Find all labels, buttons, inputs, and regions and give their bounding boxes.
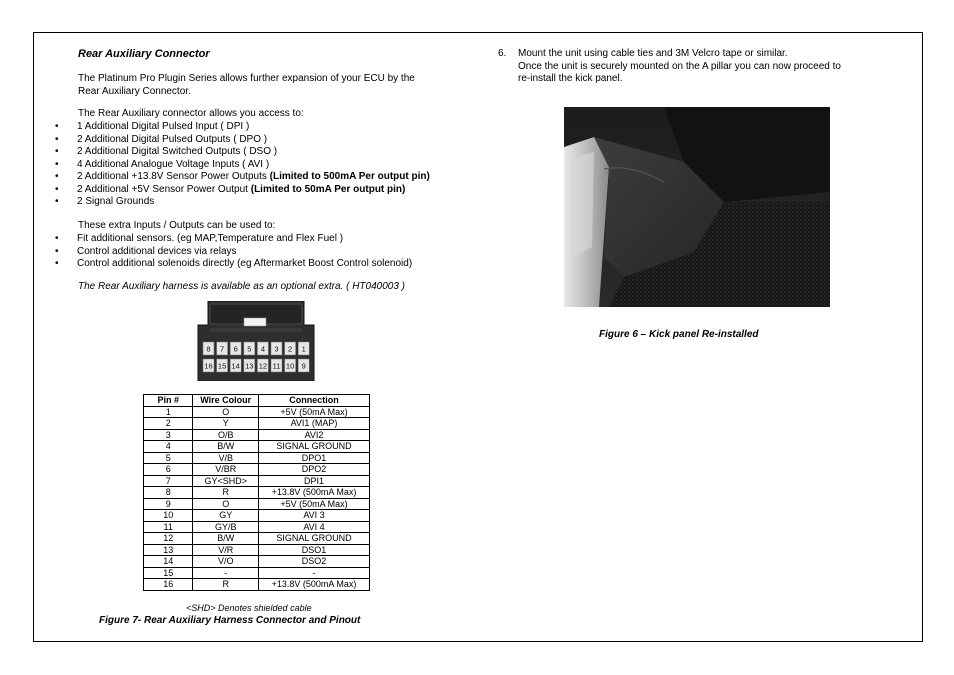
pin-cell: 12 [144,533,193,545]
wire-colour-cell: V/BR [193,464,259,476]
shielded-footnote: <SHD> Denotes shielded cable [186,603,312,613]
wire-colour-cell: V/B [193,452,259,464]
step-line-2: Once the unit is securely mounted on the A pillar you can now proceed to [518,60,841,72]
section-title: Rear Auxiliary Connector [78,48,210,60]
kick-panel-photo [564,107,830,307]
wire-colour-cell: O [193,498,259,510]
intro-line-1: The Platinum Pro Plugin Series allows further expansion of your ECU by the [78,73,415,84]
table-row [144,579,370,591]
pin-cell: 11 [144,521,193,533]
table-row [144,464,370,476]
wire-colour-cell: R [193,487,259,499]
pin-cell: 8 [144,487,193,499]
list-item: • 4 Additional Analogue Voltage Inputs ( AVI ) [55,159,430,172]
connection-cell: DSO2 [259,556,370,568]
step-line-1: Mount the unit using cable ties and 3M Velcro tape or similar. [518,48,788,59]
pin-number-label: 1 [301,344,306,354]
pin-number-label: 4 [260,344,265,354]
list-item: • 2 Additional +13.8V Sensor Power Outputs (Limited to 500mA Per output pin) [55,171,430,184]
intro-line-2: Rear Auxiliary Connector. [78,85,191,97]
table-row [144,544,370,556]
pin-number-label: 7 [220,344,225,354]
table-row [144,521,370,533]
pin-cell: 1 [144,406,193,418]
pin-cell: 2 [144,418,193,430]
connection-cell: AVI1 (MAP) [259,418,370,430]
uses-list [55,233,412,271]
wire-colour-cell: O [193,406,259,418]
connection-cell: DSO1 [259,544,370,556]
pin-number-label: 14 [231,361,240,371]
pin-number-label: 8 [206,344,211,354]
wire-colour-cell: V/O [193,556,259,568]
connection-cell: DPI1 [259,475,370,487]
uses-intro: These extra Inputs / Outputs can be used to: [78,220,276,231]
list-item: • 1 Additional Digital Pulsed Input ( DPI ) [55,121,430,134]
header-pin: Pin # [144,395,193,407]
pin-cell: 5 [144,452,193,464]
wire-colour-cell: O/B [193,429,259,441]
table-row [144,498,370,510]
list-item: • 2 Additional +5V Sensor Power Output (Limited to 50mA Per output pin) [55,184,430,197]
pin-cell: 9 [144,498,193,510]
connection-cell: +13.8V (500mA Max) [259,487,370,499]
table-row [144,418,370,430]
list-item: • 2 Signal Grounds [55,196,430,209]
pin-number-label: 12 [258,361,268,371]
pin-cell: 4 [144,441,193,453]
connection-cell: - [259,567,370,579]
connection-cell: DPO2 [259,464,370,476]
list-item: • Control additional solenoids directly (eg Aftermarket Boost Control solenoid) [55,258,412,271]
table-row [144,452,370,464]
optional-extra-note: The Rear Auxiliary harness is available as an optional extra. ( HT040003 ) [78,281,406,292]
table-row [144,510,370,522]
access-intro: The Rear Auxiliary connector allows you access to: [78,108,304,119]
wire-colour-cell: GY<SHD> [193,475,259,487]
list-item: • Control additional devices via relays [55,246,412,259]
connection-cell: SIGNAL GROUND [259,533,370,545]
table-row [144,567,370,579]
access-list [55,121,430,209]
table-row [144,556,370,568]
step-line-3: re-install the kick panel. [518,73,623,84]
wire-colour-cell: B/W [193,441,259,453]
list-item: • 2 Additional Digital Switched Outputs ( DSO ) [55,146,430,159]
wire-colour-cell: V/R [193,544,259,556]
pin-cell: 3 [144,429,193,441]
wire-colour-cell: - [193,567,259,579]
pin-number-label: 16 [204,361,213,371]
connection-cell: SIGNAL GROUND [259,441,370,453]
pin-cell: 6 [144,464,193,476]
table-row [144,429,370,441]
table-row [144,475,370,487]
connection-cell: +5V (50mA Max) [259,406,370,418]
pin-number-label: 5 [247,344,252,354]
pin-cell: 13 [144,544,193,556]
connection-cell: DPO1 [259,452,370,464]
pin-cell: 15 [144,567,193,579]
wire-colour-cell: B/W [193,533,259,545]
header-connection: Connection [259,395,370,407]
table-row [144,406,370,418]
step-number: 6. [498,48,507,59]
connection-cell: AVI 4 [259,521,370,533]
list-item: • 2 Additional Digital Pulsed Outputs ( DPO ) [55,134,430,147]
pin-number-label: 15 [217,361,227,371]
pin-number-label: 13 [245,361,254,371]
pin-cell: 16 [144,579,193,591]
table-row [144,441,370,453]
table-row [144,487,370,499]
pin-cell: 7 [144,475,193,487]
intro-paragraph [78,73,415,98]
pin-number-label: 2 [288,344,293,354]
connection-cell: +13.8V (500mA Max) [259,579,370,591]
pin-number-label: 6 [233,344,238,354]
pin-number-label: 9 [301,361,306,371]
wire-colour-cell: GY/B [193,521,259,533]
connector-diagram [196,301,316,381]
table-row [144,533,370,545]
table-header-row [144,395,370,407]
connection-cell: AVI 3 [259,510,370,522]
connection-cell: AVI2 [259,429,370,441]
figure-6-caption: Figure 6 – Kick panel Re-installed [599,329,759,340]
pin-number-label: 3 [274,344,279,354]
pin-number-label: 11 [272,361,281,371]
pin-cell: 10 [144,510,193,522]
wire-colour-cell: Y [193,418,259,430]
connection-cell: +5V (50mA Max) [259,498,370,510]
pin-number-label: 10 [285,361,295,371]
wire-colour-cell: R [193,579,259,591]
pinout-table [143,394,370,591]
step-text [518,48,841,86]
figure-7-caption: Figure 7- Rear Auxiliary Harness Connector and Pinout [99,615,361,626]
wire-colour-cell: GY [193,510,259,522]
list-item: • Fit additional sensors. (eg MAP,Temperature and Flex Fuel ) [55,233,412,246]
pin-cell: 14 [144,556,193,568]
header-wire-colour: Wire Colour [193,395,259,407]
